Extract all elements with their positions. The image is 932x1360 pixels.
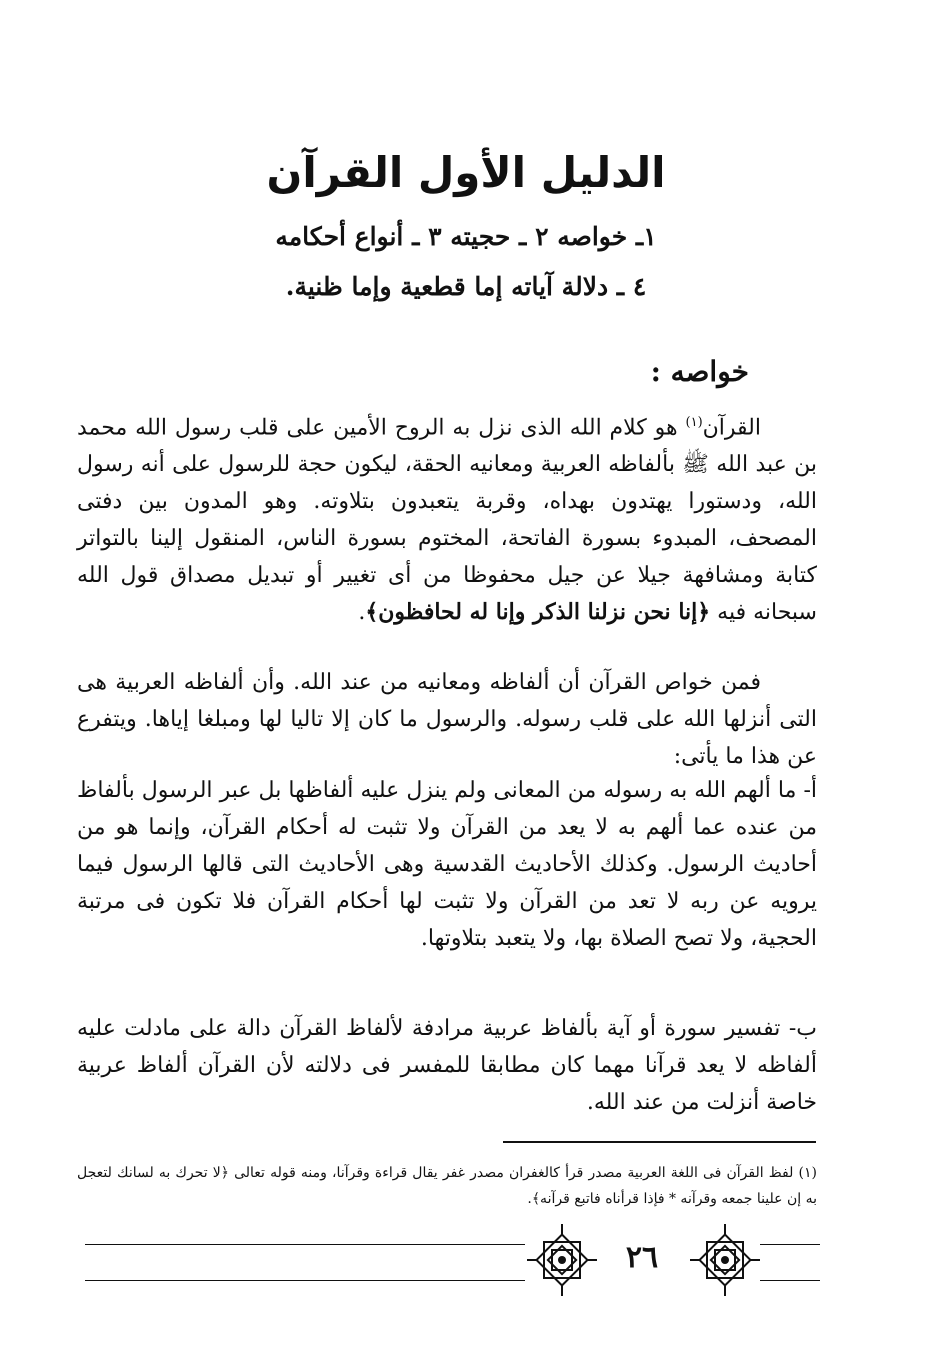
star-ornament-icon [690,1222,760,1298]
footer-rule [85,1244,525,1245]
subtitle-line-2: ٤ ـ دلالة آياته إما قطعية وإما ظنية. [285,272,647,301]
star-ornament-icon [527,1222,597,1298]
page-number: ٢٦ [625,1240,659,1275]
section-heading: خواصه : [650,355,749,388]
footer-rule [85,1280,525,1281]
paragraph-lead-word: القرآن [702,415,761,441]
paragraph-text: فمن خواص القرآن أن ألفاظه ومعانيه من عند الله. وأن ألفاظه العربية هى التى أنزلها الله على قلب رسوله. والرسول ما كان إلا تاليا لها ومبلغا إياها. ويتفرع عن هذا ما يأتى: [77,670,817,769]
paragraph-point-a [77,772,817,957]
footer-rule [760,1280,820,1281]
footer-rule [760,1244,820,1245]
paragraph-definition [77,404,817,631]
footnote-divider [503,1141,816,1143]
paragraph-end: . [358,600,366,626]
paragraph-text: ب- تفسير سورة أو آية بألفاظ عربية مرادفة لألفاظ القرآن دالة على مادلت عليه ألفاظه لا يعد قرآنا مهما كان مطابقا للمفسر فى دلالته لأن القرآن ألفاظ عربية خاصة أنزلت من عند الله. [77,1016,817,1115]
quran-verse: ﴿إنا نحن نزلنا الذكر وإنا له لحافظون﴾ [365,599,711,626]
paragraph-point-b [77,1010,817,1121]
paragraph-text: أ- ما ألهم الله به رسوله من المعانى ولم ينزل عليه ألفاظها بل عبر الرسول بألفاظ من عنده عما ألهم به لا يعد من القرآن ولا تثبت له أحكام القرآن، وإنما هو من أحاديث الرسول. وكذلك الأحاديث القدسية وهى الأحاديث التى قالها الرسول فيما يرويه عن ربه لا تعد من القرآن ولا تثبت لها أحكام القرآن فلا تكون فى مرتبة الحجية، ولا تصح الصلاة بها، ولا يتعبد بتلاوتها. [77,778,818,951]
footnote-reference[interactable]: (١) [685,415,703,430]
subtitle-line-1: ١ـ خواصه ٢ ـ حجيته ٣ ـ أنواع أحكامه [275,222,657,251]
page-title: الدليل الأول القرآن [266,148,666,197]
paragraph-properties [77,664,817,775]
footnote: (١) لفظ القرآن فى اللغة العربية مصدر قرأ كالغفران مصدر غفر يقال قراءة وقرآنا، ومنه قوله تعالى ﴿لا تحرك به لسانك لتعجل به إن علينا جمعه وقرآنه * فإذا قرأناه فاتبع قرآنه﴾. [77,1165,817,1207]
paragraph-text: هو كلام الله الذى نزل به الروح الأمين على قلب رسول الله محمد بن عبد الله ﷺ بألفاظه العربية ومعانيه الحقة، ليكون حجة للرسول على أنه رسول الله، ودستورا يهتدون بهداه، وقربة يتعبدون بتلاوته. وهو المدون بين دفتى المصحف، المبدوء بسورة الفاتحة، المختوم بسورة الناس، المنقول إلينا بالتواتر كتابة ومشافهة جيلا عن جيل محفوظا من أى تغيير أو تبديل مصداق قول الله سبحانه فيه [77,415,817,626]
